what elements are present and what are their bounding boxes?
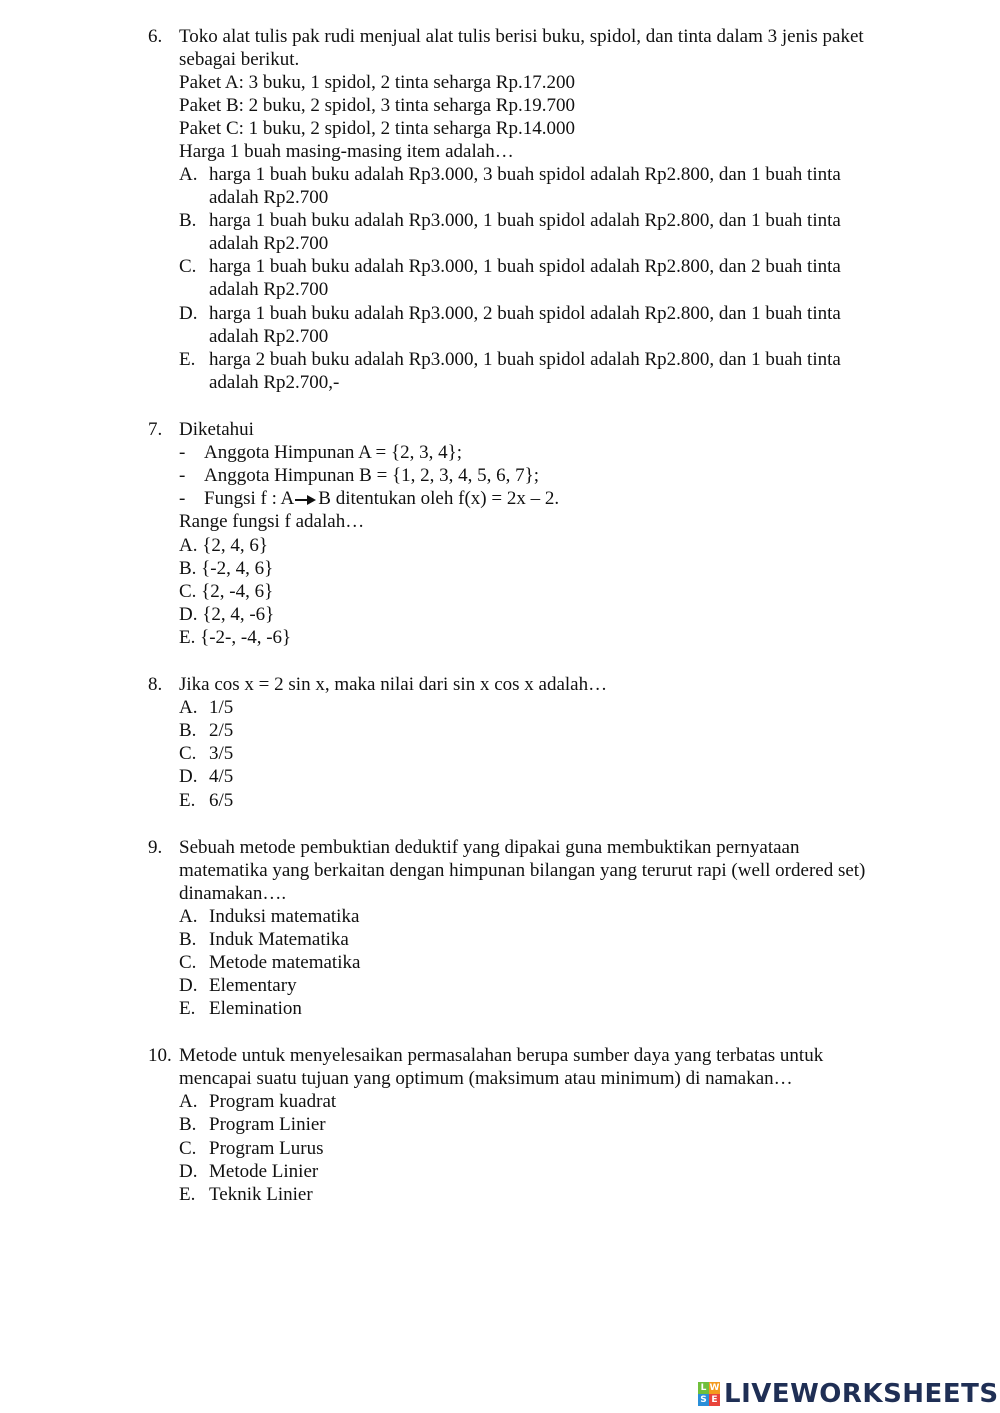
liveworksheets-logo-mark-icon	[698, 1382, 720, 1406]
q6-option-b-text-cont[interactable]: adalah Rp2.700	[209, 233, 329, 254]
q7-option-b[interactable]: B. {-2, 4, 6}	[179, 558, 274, 579]
q10-option-e-text[interactable]: Teknik Linier	[209, 1184, 313, 1205]
q9-stem-line1: Sebuah metode pembuktian deduktif yang dipakai guna membuktikan pernyataan	[179, 837, 800, 858]
q10-option-d-label[interactable]: D.	[179, 1161, 198, 1182]
q7-set-b: Anggota Himpunan B = {1, 2, 3, 4, 5, 6, 7};	[204, 465, 540, 486]
q8-option-a-text[interactable]: 1/5	[209, 697, 234, 718]
q10-option-b-label[interactable]: B.	[179, 1114, 197, 1135]
liveworksheets-logo-text: LIVEWORKSHEETS	[724, 1379, 999, 1409]
q9-option-d-label[interactable]: D.	[179, 975, 198, 996]
q6-paket-c: Paket C: 1 buku, 2 spidol, 2 tinta seharga Rp.14.000	[179, 118, 575, 139]
q10-stem-line1: Metode untuk menyelesaikan permasalahan berupa sumber daya yang terbatas untuk	[179, 1045, 824, 1066]
q8-option-a-label[interactable]: A.	[179, 697, 198, 718]
q8-option-e-label[interactable]: E.	[179, 790, 196, 811]
q6-option-b-text[interactable]: harga 1 buah buku adalah Rp3.000, 1 buah spidol adalah Rp2.800, dan 1 buah tinta	[209, 210, 841, 231]
q10-option-c-label[interactable]: C.	[179, 1138, 197, 1159]
q6-paket-a: Paket A: 3 buku, 1 spidol, 2 tinta seharga Rp.17.200	[179, 72, 575, 93]
q6-stem-line2: sebagai berikut.	[179, 49, 300, 70]
q8-option-e-text[interactable]: 6/5	[209, 790, 234, 811]
q9-option-e-text[interactable]: Elemination	[209, 998, 302, 1019]
q6-option-c-text[interactable]: harga 1 buah buku adalah Rp3.000, 1 buah spidol adalah Rp2.800, dan 2 buah tinta	[209, 256, 841, 277]
q7-dash-1: -	[179, 442, 186, 463]
q7-function-post: B ditentukan oleh f(x) = 2x – 2.	[318, 488, 560, 509]
q10-option-c-text[interactable]: Program Lurus	[209, 1138, 324, 1159]
q7-dash-3: -	[179, 488, 186, 509]
q8-option-c-text[interactable]: 3/5	[209, 743, 234, 764]
right-arrow-icon	[295, 494, 317, 506]
q9-stem-line2: matematika yang berkaitan dengan himpunan bilangan yang terurut rapi (well ordered set)	[179, 860, 866, 881]
q6-option-a-text[interactable]: harga 1 buah buku adalah Rp3.000, 3 buah spidol adalah Rp2.800, dan 1 buah tinta	[209, 164, 841, 185]
q9-option-e-label[interactable]: E.	[179, 998, 196, 1019]
q9-option-c-text[interactable]: Metode matematika	[209, 952, 361, 973]
q10-option-a-label[interactable]: A.	[179, 1091, 198, 1112]
q7-option-d[interactable]: D. {2, 4, -6}	[179, 604, 275, 625]
q9-number: 9.	[148, 837, 163, 858]
q7-function-pre: Fungsi f : A	[204, 488, 295, 509]
q7-set-a: Anggota Himpunan A = {2, 3, 4};	[204, 442, 463, 463]
q6-option-e-label[interactable]: E.	[179, 349, 196, 370]
q10-option-e-label[interactable]: E.	[179, 1184, 196, 1205]
q6-option-e-text-cont[interactable]: adalah Rp2.700,-	[209, 372, 340, 393]
q6-option-b-label[interactable]: B.	[179, 210, 197, 231]
q6-stem-line1: Toko alat tulis pak rudi menjual alat tulis berisi buku, spidol, dan tinta dalam 3 jenis paket	[179, 26, 864, 47]
q9-option-a-text[interactable]: Induksi matematika	[209, 906, 360, 927]
logo-mark-cell: S	[698, 1394, 709, 1406]
q9-option-d-text[interactable]: Elementary	[209, 975, 297, 996]
q6-option-e-text[interactable]: harga 2 buah buku adalah Rp3.000, 1 buah spidol adalah Rp2.800, dan 1 buah tinta	[209, 349, 841, 370]
logo-mark-cell: E	[709, 1394, 720, 1406]
q6-option-c-label[interactable]: C.	[179, 256, 197, 277]
q6-paket-b: Paket B: 2 buku, 2 spidol, 3 tinta seharga Rp.19.700	[179, 95, 575, 116]
q6-option-d-text[interactable]: harga 1 buah buku adalah Rp3.000, 2 buah spidol adalah Rp2.800, dan 1 buah tinta	[209, 303, 841, 324]
liveworksheets-logo	[698, 1379, 999, 1409]
q6-option-c-text-cont[interactable]: adalah Rp2.700	[209, 279, 329, 300]
q7-option-e[interactable]: E. {-2-, -4, -6}	[179, 627, 292, 648]
q7-dash-2: -	[179, 465, 186, 486]
q10-stem-line2: mencapai suatu tujuan yang optimum (maksimum atau minimum) di namakan…	[179, 1068, 793, 1089]
q8-option-d-label[interactable]: D.	[179, 766, 198, 787]
q6-option-d-label[interactable]: D.	[179, 303, 198, 324]
q7-option-a[interactable]: A. {2, 4, 6}	[179, 535, 268, 556]
q10-option-d-text[interactable]: Metode Linier	[209, 1161, 319, 1182]
q10-option-b-text[interactable]: Program Linier	[209, 1114, 326, 1135]
q8-option-b-text[interactable]: 2/5	[209, 720, 234, 741]
q7-number: 7.	[148, 419, 163, 440]
q7-option-c[interactable]: C. {2, -4, 6}	[179, 581, 274, 602]
q7-stem: Diketahui	[179, 419, 254, 440]
q8-stem: Jika cos x = 2 sin x, maka nilai dari sin x cos x adalah…	[179, 674, 608, 695]
q9-stem-line3: dinamakan….	[179, 883, 287, 904]
q8-number: 8.	[148, 674, 163, 695]
q7-ask: Range fungsi f adalah…	[179, 511, 365, 532]
logo-mark-cell: L	[698, 1382, 709, 1394]
q9-option-b-text[interactable]: Induk Matematika	[209, 929, 349, 950]
q6-option-d-text-cont[interactable]: adalah Rp2.700	[209, 326, 329, 347]
q6-ask: Harga 1 buah masing-masing item adalah…	[179, 141, 514, 162]
logo-mark-cell: W	[709, 1383, 720, 1393]
q6-option-a-text-cont[interactable]: adalah Rp2.700	[209, 187, 329, 208]
q6-number: 6.	[148, 26, 163, 47]
q9-option-c-label[interactable]: C.	[179, 952, 197, 973]
q10-option-a-text[interactable]: Program kuadrat	[209, 1091, 337, 1112]
q7-function	[204, 487, 559, 510]
q9-option-a-label[interactable]: A.	[179, 906, 198, 927]
q6-option-a-label[interactable]: A.	[179, 164, 198, 185]
q9-option-b-label[interactable]: B.	[179, 929, 197, 950]
q10-number: 10.	[148, 1045, 172, 1066]
q8-option-c-label[interactable]: C.	[179, 743, 197, 764]
q8-option-d-text[interactable]: 4/5	[209, 766, 234, 787]
q8-option-b-label[interactable]: B.	[179, 720, 197, 741]
